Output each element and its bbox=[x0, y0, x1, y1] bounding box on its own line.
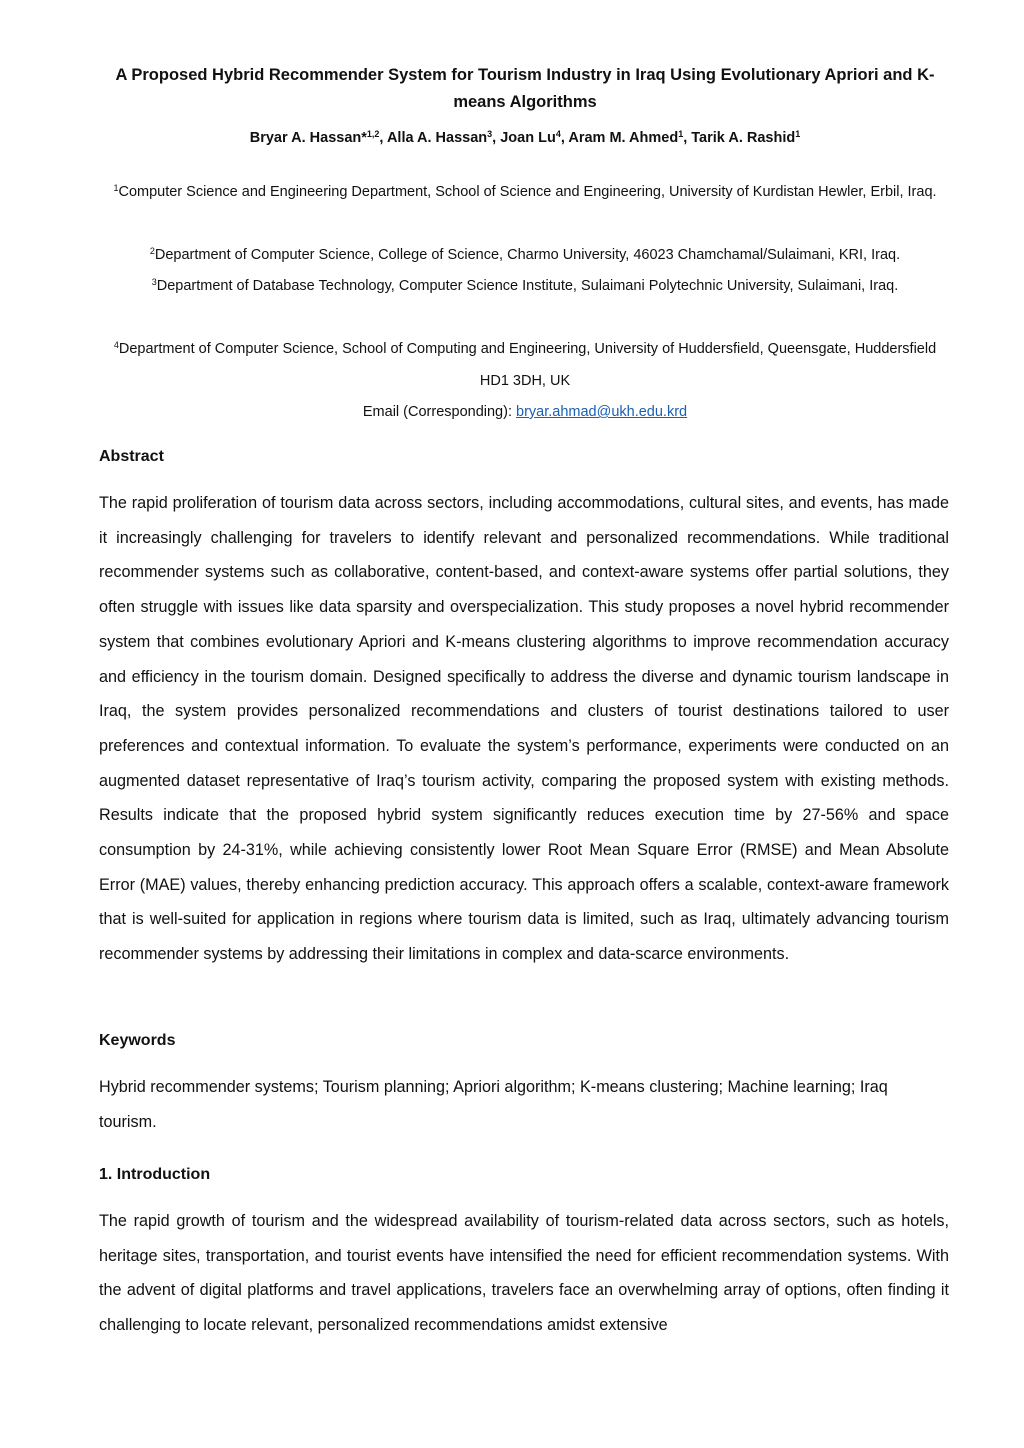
email-label: Email (Corresponding): bbox=[362, 404, 517, 420]
author: Joan Lu$^4$, bbox=[500, 129, 569, 146]
affiliation-4: $^4$Department of Computer Science, School of Computing and Engineering, University of Huddersfield, Queensgate, Huddersfield HD1 3DH, UK bbox=[113, 340, 937, 389]
affiliation-marker: 3 bbox=[151, 277, 157, 287]
paper-title: A Proposed Hybrid Recommender System for Tourism Industry in Iraq Using Evolutionary Apriori and K-means Algorithms bbox=[115, 66, 935, 111]
author: Alla A. Hassan$^3$, bbox=[386, 129, 501, 146]
affiliation-1: $^1$Computer Science and Engineering Department, School of Science and Engineering, University of Kurdistan Hewler, Erbil, Iraq. bbox=[113, 183, 937, 200]
author-affiliation-marker: 1,2 bbox=[366, 129, 380, 139]
introduction-text: The rapid growth of tourism and the widespread availability of tourism-related data across sectors, such as hotels, heritage sites, transportation, and tourist events have intensified the need for efficient recommendation systems. With the advent of digital platforms and travel applications, travelers face an overwhelming array of options, often finding it challenging to locate relevant, personalized recommendations amidst extensive bbox=[99, 1212, 949, 1335]
affiliation-marker: 4 bbox=[113, 340, 119, 350]
author: Bryar A. Hassan*$^{1,2}$, bbox=[249, 129, 387, 146]
author-affiliation-marker: 3 bbox=[487, 129, 493, 139]
abstract-text: The rapid proliferation of tourism data across sectors, including accommodations, cultural sites, and events, has made it increasingly challenging for travelers to identify relevant and personalized recommendations. While traditional recommender systems such as collaborative, content-based, and context-aware systems offer partial solutions, they often struggle with issues like data sparsity and overspecialization. This study proposes a novel hybrid recommender system that combines evolutionary Apriori and K-means clustering algorithms to improve recommendation accuracy and efficiency in the tourism domain. Designed specifically to address the diverse and dynamic tourism landscape in Iraq, the system provides personalized recommendations and clusters of tourist destinations tailored to user preferences and contextual information. To evaluate the system’s performance, experiments were conducted on an augmented dataset representative of Iraq’s tourism activity, comparing the proposed system with existing methods. Results indicate that the proposed hybrid system significantly reduces execution time by 27-56% and space consumption by 24-31%, while achieving consistently lower Root Mean Square Error (RMSE) and Mean Absolute Error (MAE) values, thereby enhancing prediction accuracy. This approach offers a scalable, context-aware framework that is well-suited for application in regions where tourism data is limited, such as Iraq, ultimately advancing tourism recommender systems by addressing their limitations in complex and data-scarce environments. bbox=[99, 494, 949, 964]
author-affiliation-marker: 1 bbox=[678, 129, 684, 139]
author-affiliation-marker: 4 bbox=[555, 129, 561, 139]
affiliation-marker: 1 bbox=[113, 183, 119, 193]
keywords-heading: Keywords bbox=[99, 1032, 176, 1049]
author: Tarik A. Rashid$^1$ bbox=[691, 129, 801, 146]
email-link[interactable]: bryar.ahmad@ukh.edu.krd bbox=[516, 404, 688, 420]
author: Aram M. Ahmed$^1$, bbox=[568, 129, 692, 146]
affiliation-marker: 2 bbox=[149, 246, 155, 256]
author-affiliation-marker: 1 bbox=[795, 129, 801, 139]
affiliation-3: $^3$Department of Database Technology, Computer Science Institute, Sulaimani Polytechnic University, Sulaimani, Iraq. bbox=[151, 277, 899, 294]
author-list bbox=[100, 128, 950, 148]
introduction-heading: 1. Introduction bbox=[99, 1166, 211, 1183]
corresponding-email bbox=[100, 397, 950, 428]
keywords-text: Hybrid recommender systems; Tourism planning; Apriori algorithm; K-means clustering; Machine learning; Iraq tourism. bbox=[99, 1078, 888, 1131]
abstract-heading: Abstract bbox=[99, 448, 164, 465]
affiliation-2: $^2$Department of Computer Science, College of Science, Charmo University, 46023 Chamchamal/Sulaimani, KRI, Iraq. bbox=[149, 246, 901, 263]
